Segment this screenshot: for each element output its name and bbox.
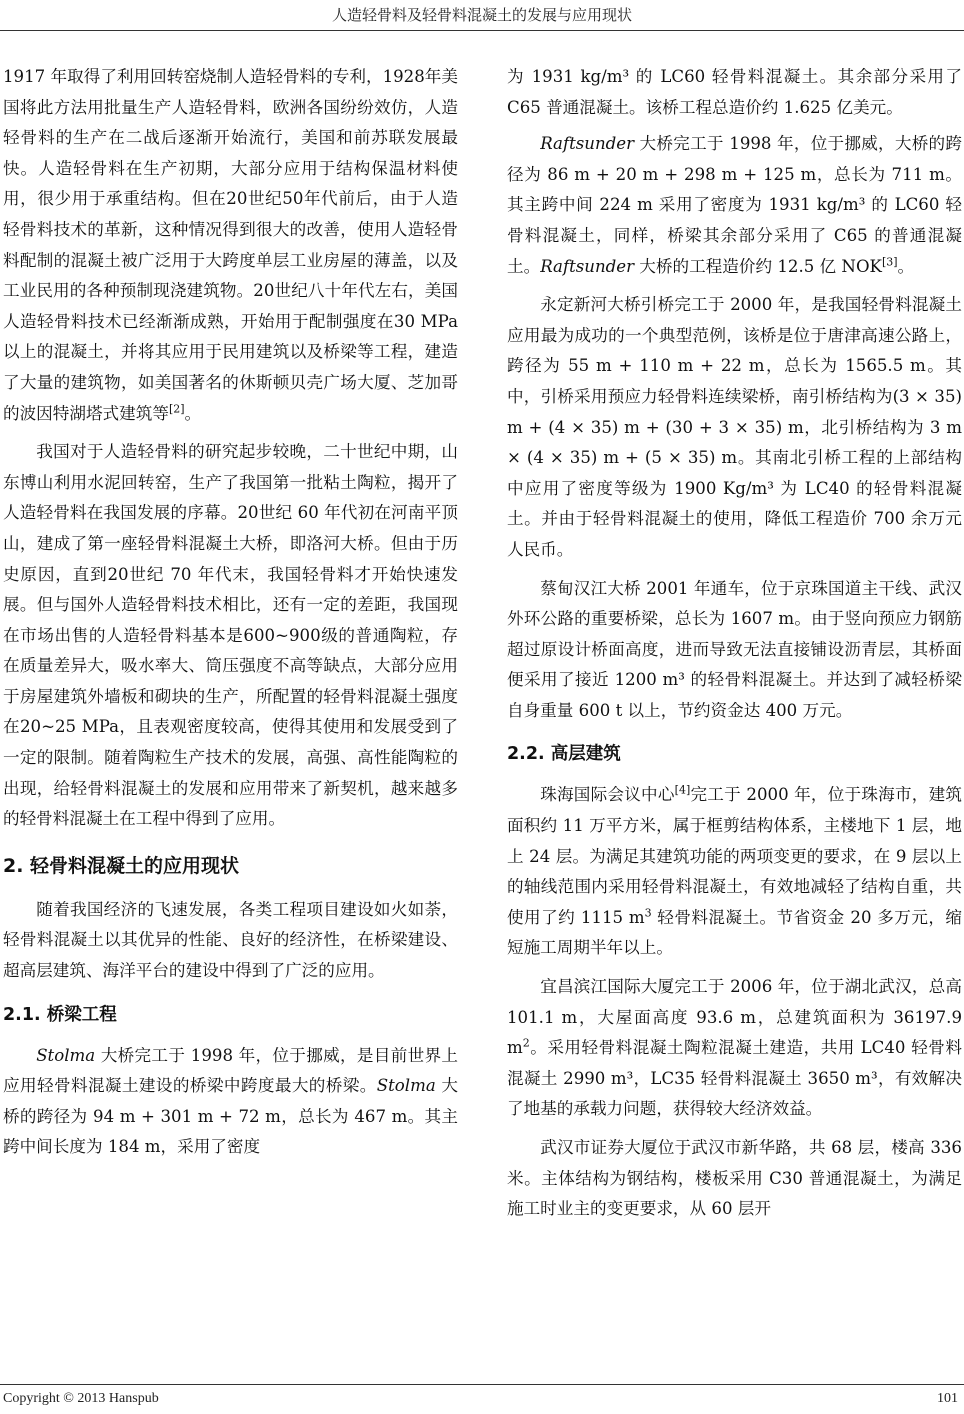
bridge-name: Raftsunder — [540, 256, 635, 276]
paragraph — [507, 129, 962, 282]
paragraph-end: 。 — [184, 403, 202, 423]
superscript: 3 — [644, 906, 652, 920]
subsection-heading: 2.2. 高层建筑 — [507, 744, 621, 765]
citation: [2] — [168, 402, 185, 415]
paragraph-text: 大桥完工于 1998 年，位于挪威，大桥的跨径为 86 m + 20 m + 298 m + 125 m，总长为 711 m。其主跨中间 224 m 采用了密度为 1931 kg/m³ 的 LC60 轻骨料混凝土，同样，桥梁其余部分采用了 C65 的普通混凝土。 — [507, 134, 962, 276]
bridge-name: Raftsunder — [540, 134, 635, 154]
section-heading: 2. 轻骨料混凝土的应用现状 — [3, 854, 240, 877]
paragraph-text: 大桥完工于 1998 年，位于挪威，是目前世界上应用轻骨料混凝土建设的桥梁中跨度最大的桥梁。 — [3, 1045, 458, 1096]
paragraph-text: 。采用轻骨料混凝土陶粒混凝土建造，共用 LC40 轻骨料混凝土 2990 m³，LC35 轻骨料混凝土 3650 m³，有效解决了地基的承载力问题，获得较大经济效益。 — [507, 1038, 962, 1119]
paragraph: 蔡甸汉江大桥 2001 年通车，位于京珠国道主干线、武汉外环公路的重要桥梁，总长为 1607 m。由于竖向预应力钢筋超过原设计桥面高度，进而导致无法直接铺设沥青层，其桥面便采用了接近 1200 m³ 的轻骨料混凝土。并达到了减轻桥梁自身重量 600 t 以上，节约资金达 400 万元。 — [507, 578, 962, 720]
paragraph: 武汉市证券大厦位于武汉市新华路，共 68 层，楼高 336 米。主体结构为钢结构，楼板采用 C30 普通混凝土，为满足施工时业主的变更要求，从 60 层开 — [507, 1138, 962, 1219]
paragraph-text: 宜昌滨江国际大厦完工于 2006 年，位于湖北武汉，总高 101.1 m，大屋面高度 93.6 m，总建筑面积为 36197.9 m — [507, 977, 962, 1058]
footer-rule — [0, 1384, 964, 1385]
paragraph — [507, 972, 962, 1125]
header-rule — [0, 30, 964, 31]
paragraph: 为 1931 kg/m³ 的 LC60 轻骨料混凝土。其余部分采用了 C65 普通混凝土。该桥工程总造价约 1.625 亿美元。 — [507, 67, 962, 117]
page-number: 101 — [937, 1391, 958, 1406]
bridge-name: Stolma — [36, 1045, 96, 1065]
paragraph: 我国对于人造轻骨料的研究起步较晚，二十世纪中期，山东博山利用水泥回转窑，生产了我国第一批粘土陶粒，揭开了人造轻骨料在我国发展的序幕。20世纪 60 年代初在河南平顶山，建成了第一座轻骨料混凝土大桥，即洛河大桥。但由于历史原因，直到20世纪 70 年代末，我国轻骨料才开始快速发展。但与国外人造轻骨料技术相比，还有一定的差距，我国现在市场出售的人造轻骨料基本是600~900级的普通陶粒，存在质量差异大，吸水率大、筒压强度不高等缺点，大部分应用于房屋建筑外墙板和砌块的生产，所配置的轻骨料混凝土强度在20~25 MPa，且表观密度较高，使得其使用和发展受到了一定的限制。随着陶粒生产技术的发展，高强、高性能陶粒的出现，给轻骨料混凝土的发展和应用带来了新契机，越来越多的轻骨料混凝土在工程中得到了应用。 — [3, 442, 458, 829]
paragraph: 永定新河大桥引桥完工于 2000 年，是我国轻骨料混凝土应用最为成功的一个典型范例，该桥是位于唐津高速公路上，跨径为 55 m + 110 m + 22 m，总长为 1565.5 m。其中，引桥采用预应力轻骨料连续梁桥，南引桥结构为(3 × 35) m + (4 × 35) m + (30 + 3 × 35) m，北引桥结构为 3 m × (4 × 35) m + (5 × 35) m。其南北引桥工程的上部结构中应用了密度等级为 1900 Kg/m³ 为 LC40 的轻骨料混凝土。并由于轻骨料混凝土的使用，降低工程造价 700 余万元人民币。 — [507, 295, 962, 559]
citation: [3] — [881, 255, 898, 269]
paragraph — [3, 1041, 458, 1163]
paragraph-text: 轻骨料混凝土。节省资金 20 多万元，缩短施工周期半年以上。 — [507, 907, 962, 958]
citation: [4] — [674, 783, 691, 797]
superscript: 2 — [522, 1036, 530, 1050]
paragraph-text: 大桥的工程造价约 12.5 亿 NOK — [634, 256, 882, 276]
paragraph: 随着我国经济的飞速发展，各类工程项目建设如火如荼，轻骨料混凝土以其优异的性能、良好的经济性，在桥梁建设、超高层建筑、海洋平台的建设中得到了广泛的应用。 — [3, 899, 458, 981]
left-column — [3, 62, 458, 1163]
bridge-name: Stolma — [376, 1076, 436, 1096]
running-header: 人造轻骨料及轻骨料混凝土的发展与应用现状 — [331, 6, 632, 24]
paragraph-end: 。 — [897, 256, 915, 276]
paragraph-text: 大桥的跨径为 94 m + 301 m + 72 m，总长为 467 m。其主跨中间长度为 184 m，采用了密度 — [3, 1076, 458, 1157]
paragraph-text: 完工于 2000 年，位于珠海市，建筑面积约 11 万平方米，属于框剪结构体系，主楼地下 1 层，地上 24 层。为满足其建筑功能的两项变更的要求，在 9 层以上的轴线范围内采用轻骨料混凝土，有效地减轻了结构自重，共使用了约 1115 m — [507, 785, 963, 927]
paragraph-text: 1917 年取得了利用回转窑烧制人造轻骨料的专利，1928年美国将此方法用批量生产人造轻骨料，欧洲各国纷纷效仿，人造轻骨料的生产在二战后逐渐开始流行，美国和前苏联发展最快。人造轻骨料在生产初期，大部分应用于结构保温材料使用，很少用于承重结构。但在20世纪50年代前后，由于人造轻骨料技术的革新，这种情况得到很大的改善，使用人造轻骨料配制的混凝土被广泛用于大跨度单层工业房屋的薄盖，以及工业民用的各种预制现浇建筑物。20世纪八十年代左右，美国人造轻骨料技术已经渐渐成熟，开始用于配制强度在30 MPa以上的混凝土，并将其应用于民用建筑以及桥梁等工程，建造了大量的建筑物，如美国著名的休斯顿贝壳广场大厦、芝加哥的波因特湖塔式建筑等 — [3, 67, 458, 423]
subsection-heading: 2.1. 桥梁工程 — [3, 1004, 117, 1025]
copyright-notice: Copyright © 2013 Hanspub — [3, 1391, 159, 1406]
paragraph — [507, 780, 962, 964]
right-column — [507, 62, 962, 1225]
paragraph-text: 珠海国际会议中心 — [540, 785, 675, 805]
paragraph — [3, 62, 458, 429]
